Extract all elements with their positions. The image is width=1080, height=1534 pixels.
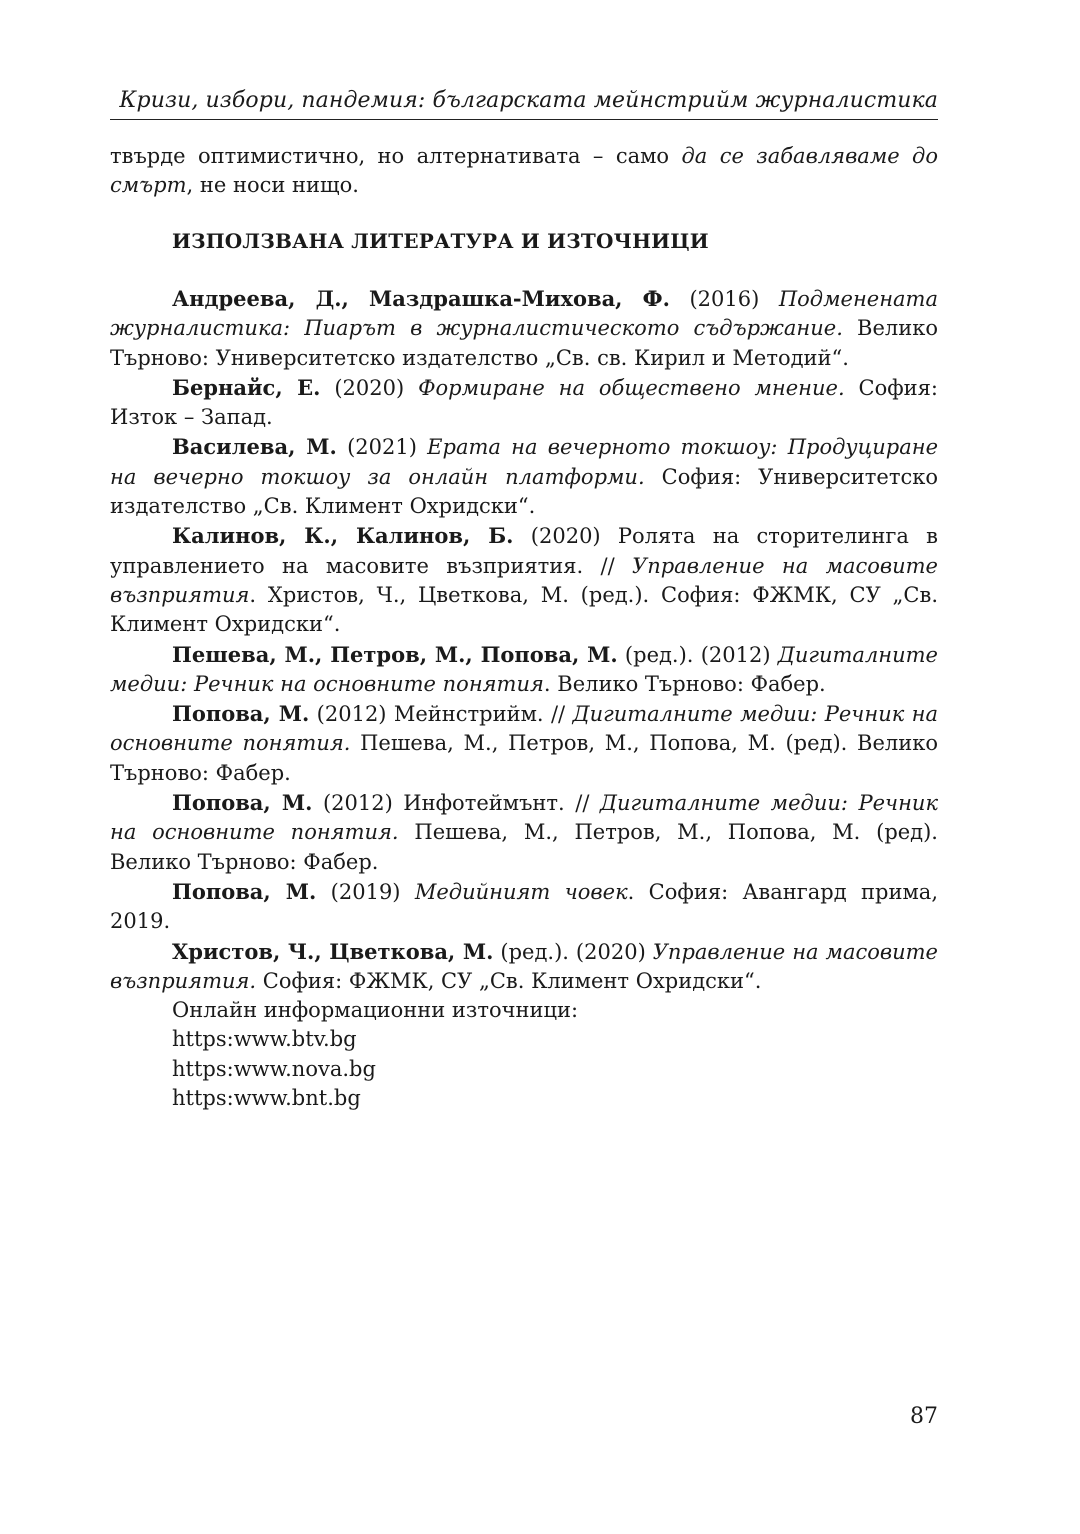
intro-paragraph — [110, 142, 938, 200]
reference-meta: (2012) Мейнстрийм. // — [309, 702, 573, 727]
reference-item — [110, 699, 938, 788]
reference-publisher: София: Университетско издателство „Св. Климент Охридски“. — [110, 464, 938, 519]
reference-title: Управление на масовите възприятия — [110, 553, 938, 607]
reference-publisher: . Христов, Ч., Цветкова, М. (ред.). София: ФЖМК, СУ „Св. Климент Охридски“. — [110, 582, 938, 637]
reference-item — [110, 432, 938, 521]
page-number: 87 — [910, 1404, 938, 1429]
section-title: ИЗПОЛЗВАНА ЛИТЕРАТУРА И ИЗТОЧНИЦИ — [172, 229, 709, 253]
reference-publisher: Пешева, М., Петров, М., Попова, М. (ред). Велико Търново: Фабер. — [110, 731, 938, 785]
intro-text-2: , не носи нищо. — [186, 173, 359, 197]
reference-title: Дигиталните медии: Речник на основните понятия. — [110, 702, 938, 756]
reference-item — [110, 284, 938, 373]
reference-title: Управление на масовите възприятия. — [110, 939, 938, 993]
reference-meta: (2021) — [336, 435, 428, 460]
reference-item — [110, 373, 938, 433]
reference-title: Формиране на обществено мнение. — [418, 375, 845, 400]
reference-authors: Попова, М. — [172, 790, 313, 816]
intro-italic: да се забавляваме до смърт — [110, 144, 939, 197]
reference-authors: Попова, М. — [172, 701, 310, 727]
reference-authors: Калинов, К., Калинов, Б. — [172, 523, 514, 549]
running-head: Кризи, избори, пандемия: българската мейнстрийм журналистика — [110, 88, 938, 120]
reference-publisher: . София: Авангард прима, 2019. — [110, 879, 938, 934]
reference-publisher: София: ФЖМК, СУ „Св. Климент Охридски“. — [256, 968, 762, 993]
reference-item — [110, 521, 938, 639]
reference-authors: Христов, Ч., Цветкова, М. — [172, 938, 494, 964]
reference-title: Медийният човек — [414, 879, 628, 904]
reference-meta: (ред.). (2020) — [493, 939, 653, 964]
reference-title: Ерата на вечерното токшоу: Продуциране на вечерно токшоу за онлайн платформи. — [110, 435, 939, 489]
reference-meta: (2019) — [316, 879, 415, 904]
reference-item — [110, 937, 938, 997]
reference-meta: (2016) — [669, 287, 779, 311]
reference-publisher: София: Изток – Запад. — [110, 375, 938, 430]
reference-item — [110, 877, 938, 937]
online-sources-label: Онлайн информационни източници: — [172, 998, 579, 1023]
reference-meta: (2020) Ролята на сторителинга в управлението на масовите възприятия. // — [110, 524, 938, 578]
reference-meta: (2012) Инфотеймънт. // — [312, 791, 600, 816]
reference-authors: Бернайс, Е. — [172, 374, 321, 400]
online-source-link[interactable]: https:www.bnt.bg — [172, 1086, 361, 1111]
reference-authors: Попова, М. — [172, 878, 317, 904]
reference-publisher: Велико Търново: Университетско издателство „Св. св. Кирил и Методий“. — [110, 316, 938, 370]
reference-title: Подменената журналистика: Пиарът в журналистическото съдържание. — [110, 287, 938, 341]
reference-authors: Василева, М. — [172, 434, 337, 460]
reference-publisher: Пешева, М., Петров, М., Попова, М. (ред). Велико Търново: Фабер. — [110, 820, 938, 874]
reference-list — [110, 284, 938, 1113]
reference-meta: (ред.). (2012) — [617, 642, 778, 667]
reference-title: Дигиталните медии: Речник на основните понятия — [110, 642, 938, 696]
reference-item — [110, 788, 938, 877]
intro-text-1: твърде оптимистично, но алтернативата – само — [110, 144, 682, 168]
reference-meta: (2020) — [320, 375, 419, 400]
reference-publisher: . Велико Търново: Фабер. — [543, 671, 826, 696]
reference-authors: Пешева, М., Петров, М., Попова, М. — [172, 641, 618, 667]
online-source-link[interactable]: https:www.btv.bg — [172, 1027, 357, 1052]
reference-item — [110, 640, 938, 700]
reference-authors: Андреева, Д., Маздрашка-Михова, Ф. — [172, 286, 670, 311]
reference-title: Дигиталните медии: Речник на основните понятия. — [110, 791, 938, 845]
online-source-link[interactable]: https:www.nova.bg — [172, 1056, 376, 1081]
